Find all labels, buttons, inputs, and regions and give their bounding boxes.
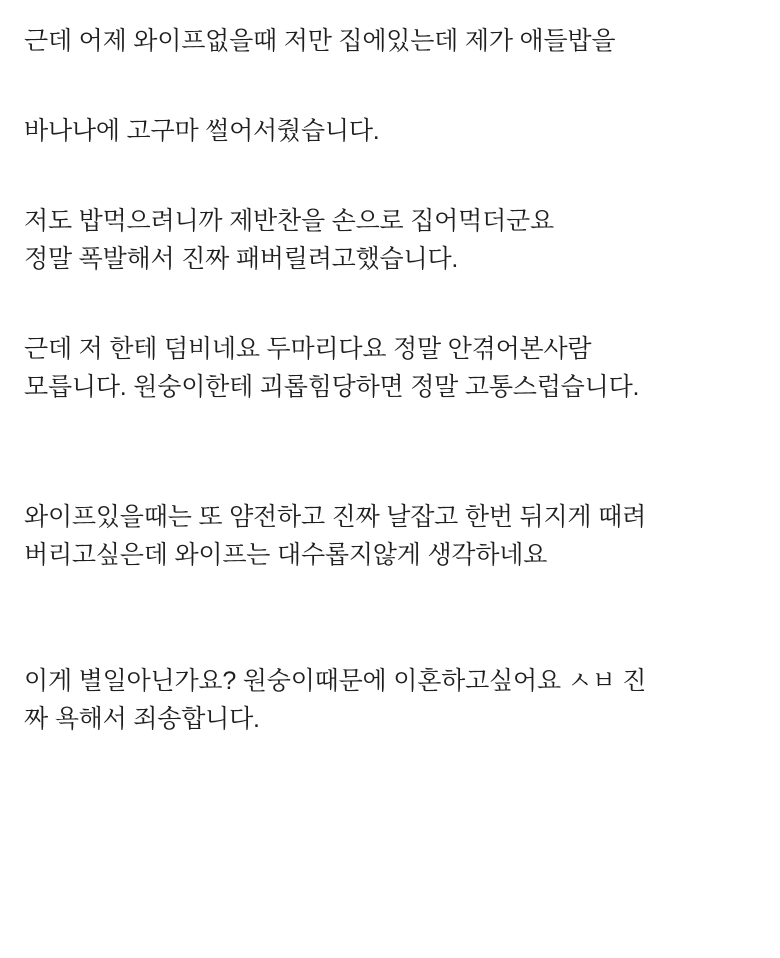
text-block-5 (24, 498, 756, 574)
text-line: 근데 어제 와이프없을때 저만 집에있는데 제가 애들밥을 (24, 27, 616, 55)
text-block-3 (24, 202, 756, 278)
paragraph-spacer (24, 574, 756, 662)
text-line: 바나나에 고구마 썰어서줬습니다. (24, 117, 380, 145)
text-line: 모릅니다. 원숭이한테 괴롭힘당하면 정말 고통스럽습니다. (24, 373, 640, 401)
paragraph-spacer (24, 406, 756, 498)
text-line: 버리고싶은데 와이프는 대수롭지않게 생각하네요 (24, 541, 548, 569)
text-block-2 (24, 112, 756, 150)
text-block-4 (24, 330, 756, 406)
text-line: 정말 폭발해서 진짜 패버릴려고했습니다. (24, 245, 459, 273)
paragraph-spacer (24, 278, 756, 330)
paragraph-spacer (24, 150, 756, 202)
text-line: 저도 밥먹으려니까 제반찬을 손으로 집어먹더군요 (24, 207, 554, 235)
text-block-1 (24, 22, 756, 60)
text-line: 짜 욕해서 죄송합니다. (24, 705, 260, 733)
text-line: 와이프있을때는 또 얌전하고 진짜 날잡고 한번 뒤지게 때려 (24, 503, 647, 531)
text-line: 이게 별일아닌가요? 원숭이때문에 이혼하고싶어요 ㅅㅂ 진 (24, 667, 647, 695)
text-line: 근데 저 한테 덤비네요 두마리다요 정말 안겪어본사람 (24, 335, 592, 363)
paragraph-spacer (24, 60, 756, 112)
text-block-6 (24, 662, 756, 738)
